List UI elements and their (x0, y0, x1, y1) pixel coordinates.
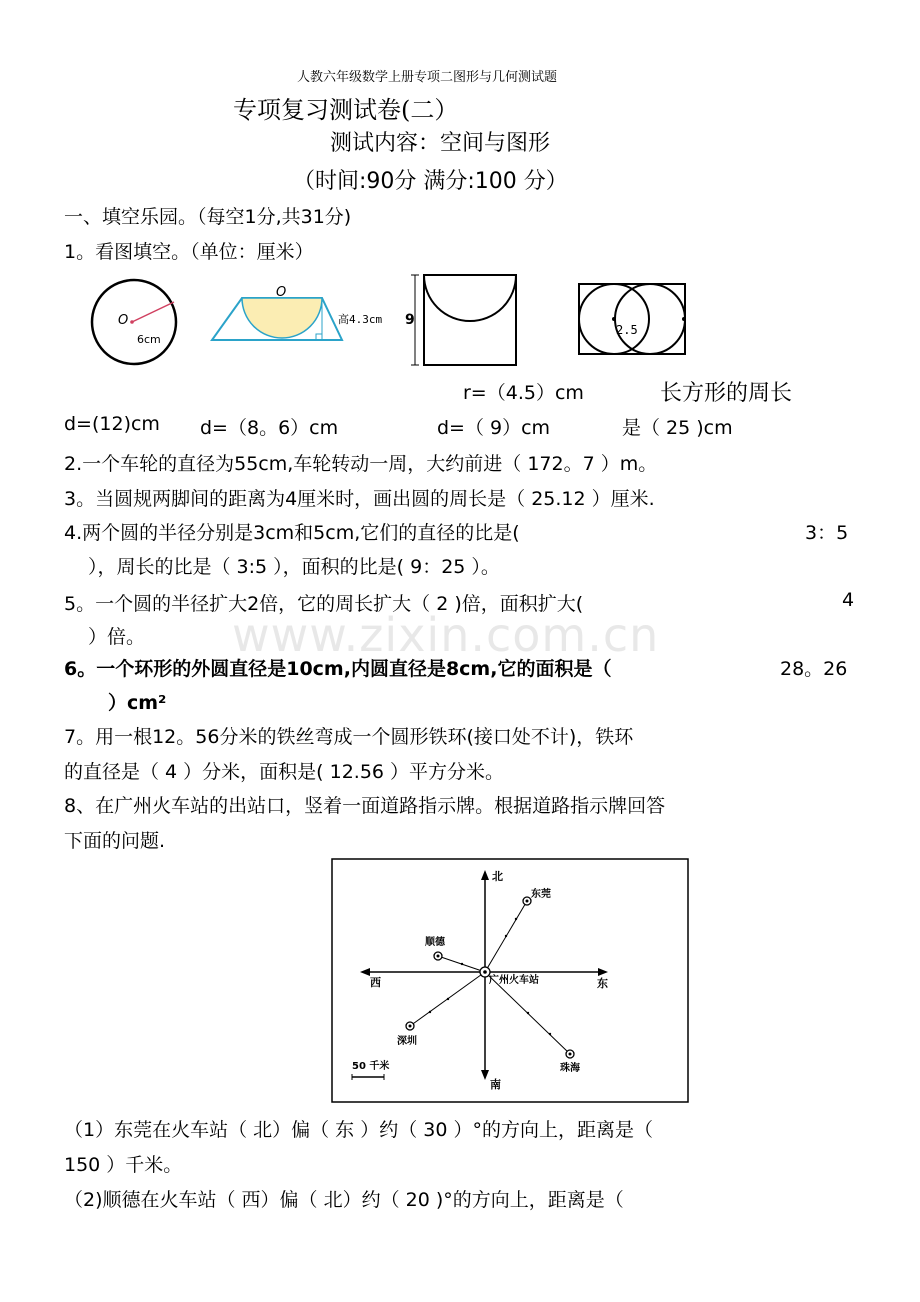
question-5-line1: 5。一个圆的半径扩大2倍，它的周长扩大（ 2 )倍，面积扩大( (64, 593, 584, 615)
fig3-square (405, 275, 516, 365)
question-6-line1: 6。一个环形的外圆直径是10cm,内圆直径是8cm,它的面积是（ (64, 658, 612, 680)
question-8-1-line1: （1）东莞在火车站（ 北）偏（ 东 ）约（ 30 ）°的方向上，距离是（ (64, 1119, 653, 1141)
fig2-height-label: 高4.3cm (338, 313, 383, 326)
label-dongguan: 东莞 (531, 889, 551, 900)
fig1-center-label: O (118, 313, 129, 328)
page-title: 专项复习测试卷(二） (233, 96, 459, 124)
label-zhuhai: 珠海 (560, 1063, 580, 1074)
fig2-trapezoid (212, 285, 382, 340)
answer-rect-a: 长方形的周长 (660, 381, 793, 406)
question-3: 3。当圆规两脚间的距离为4厘米时，画出圆的周长是（ 25.12 ）厘米. (64, 488, 655, 510)
question-6-line2: ）cm² (108, 692, 167, 714)
fig4-radius-label: 2.5 (616, 323, 638, 337)
fig2-center-label: O (276, 285, 287, 300)
question-8-line2: 下面的问题. (64, 830, 166, 852)
fig1-circle (92, 280, 176, 364)
label-east: 东 (597, 977, 608, 990)
fig1-radius-label: 6cm (137, 333, 161, 346)
answer-d3: d=（ 9）cm (437, 417, 551, 439)
fig3-side-label: 9 (405, 312, 415, 328)
question-4-line2: ），周长的比是（ 3:5 ），面积的比是( 9：25 ）。 (88, 556, 500, 578)
question-8-1-line2: 150 ）千米。 (64, 1154, 183, 1176)
fig4-rectangle (579, 284, 686, 354)
question-8-2: （2)顺德在火车站（ 西）偏（ 北）约（ 20 )°的方向上，距离是（ (64, 1189, 624, 1211)
question-5-line2: ）倍。 (88, 626, 146, 648)
question-8-line1: 8、在广州火车站的出站口，竖着一面道路指示牌。根据道路指示牌回答 (64, 795, 666, 817)
label-shenzhen: 深圳 (397, 1036, 417, 1047)
question-1: 1。看图填空。（单位：厘米） (64, 241, 314, 263)
answer-d1: d=(12)cm (64, 413, 160, 435)
label-station: 广州火车站 (489, 975, 539, 986)
question-7-line1: 7。用一根12。56分米的铁丝弯成一个圆形铁环(接口处不计)，铁环 (64, 726, 634, 748)
answer-r: r=（4.5）cm (463, 382, 584, 404)
answer-d2: d=（8。6）cm (200, 417, 339, 439)
question-6-answer: 28。26 (780, 658, 848, 680)
answer-rect-b: 是（ 25 )cm (622, 417, 733, 439)
section-title: 一、填空乐园。（每空1分,共31分) (64, 206, 352, 228)
question-4-answer: 3：5 (805, 522, 849, 544)
label-south: 南 (490, 1078, 501, 1091)
label-north: 北 (492, 870, 503, 883)
time-line: （时间:90分 满分:100 分） (293, 169, 568, 194)
q1-figures (60, 268, 860, 378)
question-5-answer: 4 (842, 589, 855, 611)
question-2: 2.一个车轮的直径为55cm,车轮转动一周，大约前进（ 172。7 ）m。 (64, 453, 658, 475)
page-header: 人教六年级数学上册专项二图形与几何测试题 (297, 70, 558, 85)
subtitle: 测试内容：空间与图形 (330, 131, 551, 156)
road-sign-map (330, 858, 690, 1104)
label-west: 西 (370, 976, 381, 989)
question-4-line1: 4.两个圆的半径分别是3cm和5cm,它们的直径的比是( (64, 522, 520, 544)
question-7-line2: 的直径是（ 4 ）分米，面积是( 12.56 ）平方分米。 (64, 761, 505, 783)
label-scale: 50 千米 (352, 1061, 390, 1072)
watermark: www.zixin.com.cn (232, 608, 660, 662)
label-shunde: 顺德 (425, 937, 445, 948)
